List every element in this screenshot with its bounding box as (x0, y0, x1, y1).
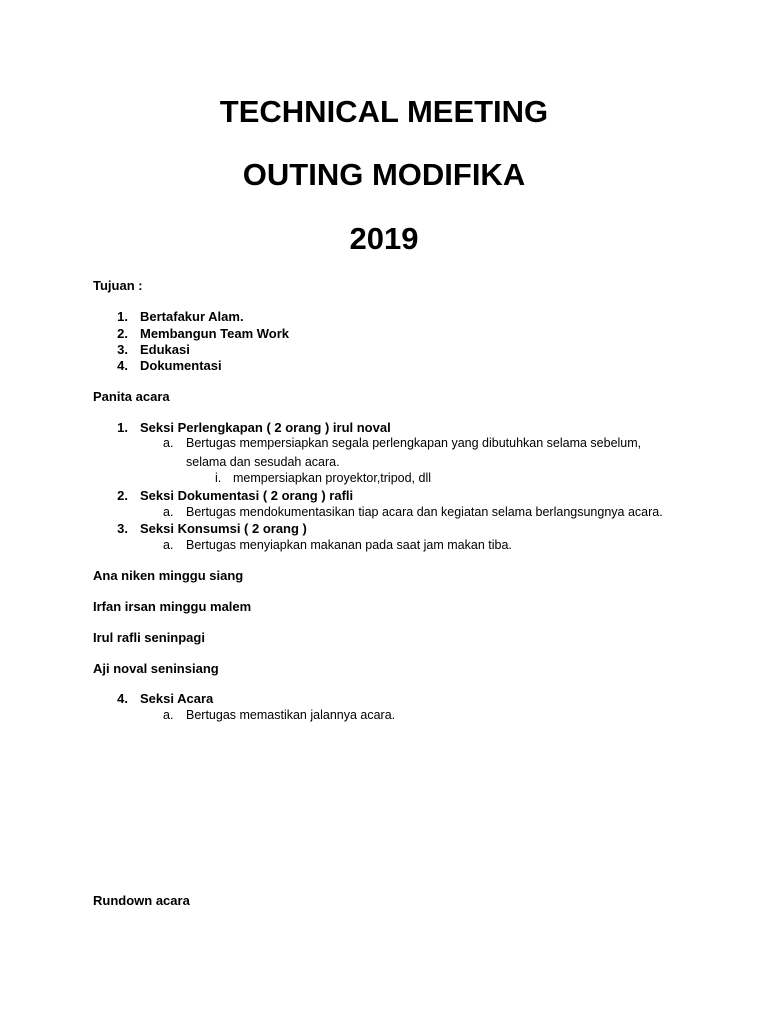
subsub-item: mempersiapkan proyektor,tripod, dll (233, 471, 432, 485)
sub-marker: a. (163, 436, 174, 450)
list-item: Dokumentasi (140, 358, 222, 373)
schedule-line: Aji noval seninsiang (93, 661, 219, 676)
seksi-item: Seksi Dokumentasi ( 2 orang ) rafli (140, 488, 354, 503)
list-number: 3. (117, 521, 128, 536)
list-number: 2. (117, 488, 128, 503)
sub-item: Bertugas mempersiapkan segala perlengkapan yang dibutuhkan selama sebelum, (186, 436, 642, 450)
list-number: 4. (117, 358, 128, 373)
panitia-heading: Panita acara (93, 389, 170, 404)
list-number: 4. (117, 691, 128, 706)
sub-item-continuation: selama dan sesudah acara. (186, 455, 340, 469)
sub-marker: a. (163, 505, 174, 519)
title-line-2: OUTING MODIFIKA (242, 157, 526, 192)
title-line-1: TECHNICAL MEETING (219, 94, 549, 129)
sub-marker: a. (163, 708, 174, 722)
schedule-line: Irfan irsan minggu malem (93, 599, 252, 614)
sub-item: Bertugas memastikan jalannya acara. (186, 708, 396, 722)
seksi-item: Seksi Konsumsi ( 2 orang ) (140, 521, 307, 536)
schedule-line: Irul rafli seninpagi (93, 630, 205, 645)
subsub-marker: i. (215, 471, 222, 485)
list-item: Membangun Team Work (140, 326, 290, 341)
list-item: Bertafakur Alam. (140, 309, 244, 324)
sub-item: Bertugas mendokumentasikan tiap acara dan kegiatan selama berlangsungnya acara. (186, 505, 663, 519)
list-number: 2. (117, 326, 128, 341)
list-number: 1. (117, 309, 128, 324)
seksi-item: Seksi Acara (140, 691, 214, 706)
sub-marker: a. (163, 538, 174, 552)
rundown-heading: Rundown acara (93, 893, 190, 908)
title-line-3: 2019 (349, 221, 419, 256)
sub-item: Bertugas menyiapkan makanan pada saat jam makan tiba. (186, 538, 512, 552)
tujuan-heading: Tujuan : (93, 278, 143, 293)
schedule-line: Ana niken minggu siang (93, 568, 244, 583)
seksi-item: Seksi Perlengkapan ( 2 orang ) irul noval (140, 420, 391, 435)
list-item: Edukasi (140, 342, 190, 357)
list-number: 1. (117, 420, 128, 435)
list-number: 3. (117, 342, 128, 357)
